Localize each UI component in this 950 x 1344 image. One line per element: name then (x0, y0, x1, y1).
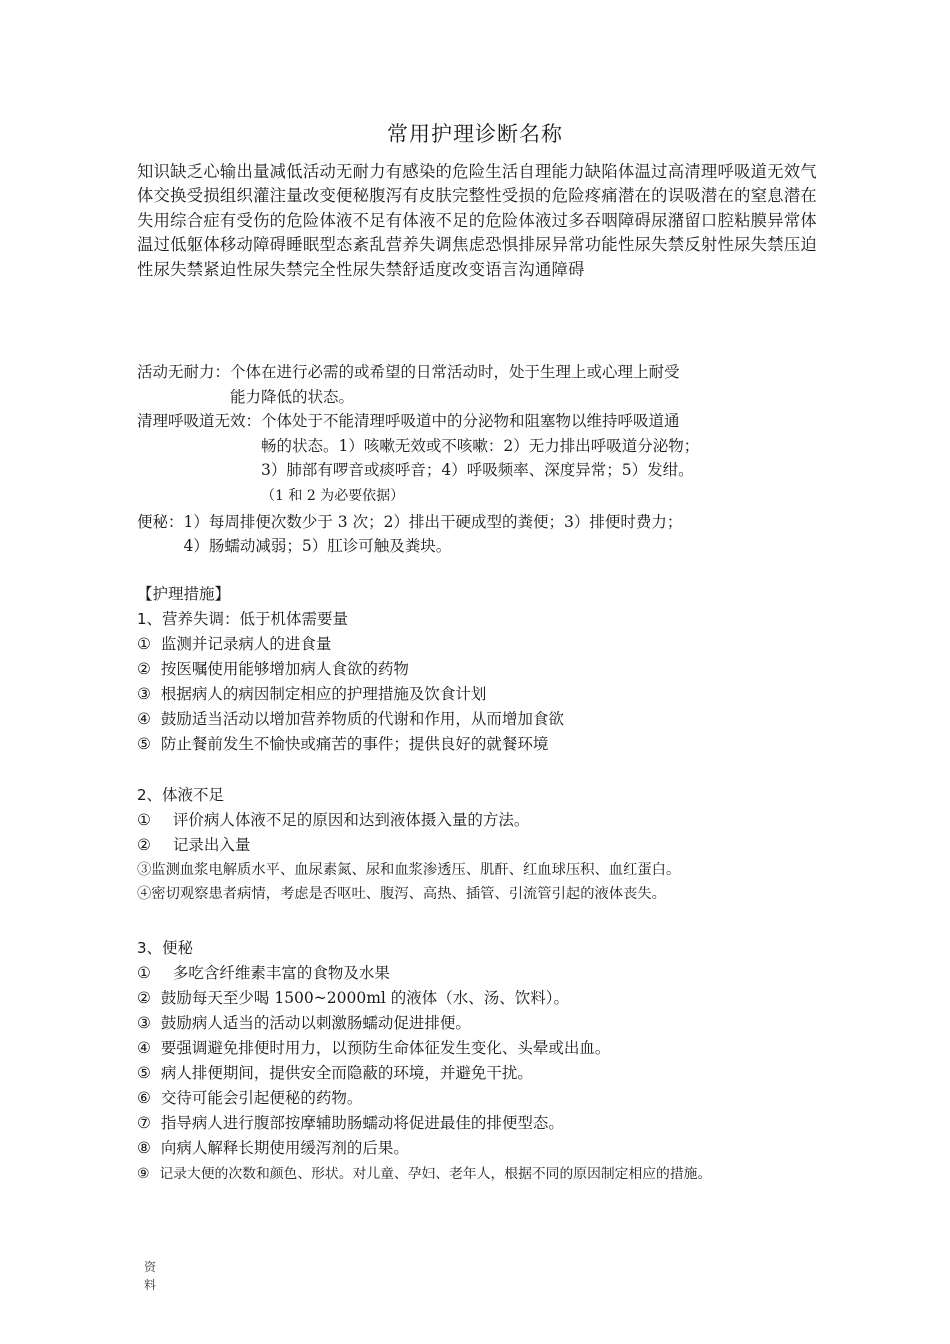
list-item: ④ 鼓励适当活动以增加营养物质的代谢和作用，从而增加食欲 (137, 710, 564, 728)
diagnosis-name-list: 知识缺乏心输出量减低活动无耐力有感染的危险生活自理能力缺陷体温过高清理呼吸道无效气体交换受损组织灌注量改变便秘腹泻有皮肤完整性受损的危险疼痛潜在的误吸潜在的窒息潜在失用综合症有受伤的危险体液不足有体液不足的危险体液过多吞咽障碍尿潴留口腔粘膜异常体温过低躯体移动障碍睡眠型态紊乱营养失调焦虑恐惧排尿异常功能性尿失禁反射性尿失禁压迫性尿失禁紧迫性尿失禁完全性尿失禁舒适度改变语言沟通障碍 (137, 162, 817, 279)
list-item: ⑤ 防止餐前发生不愉快或痛苦的事件；提供良好的就餐环境 (137, 735, 549, 753)
definition-note: （1 和 2 为必要依据） (261, 487, 405, 504)
list-item: ④密切观察患者病情，考虑是否呕吐、腹泻、高热、插管、引流管引起的液体丧失。 (137, 886, 666, 902)
list-item: ① 评价病人体液不足的原因和达到液体摄入量的方法。 (137, 811, 530, 829)
definition-line: 个体处于不能清理呼吸道中的分泌物和阻塞物以维持呼吸道通 (261, 412, 680, 430)
definition-line: 能力降低的状态。 (230, 387, 355, 406)
definition-line: 1）每周排便次数少于 3 次；2）排出干硬成型的粪便；3）排便时费力； (183, 512, 683, 531)
definition-line: 4）肠蠕动减弱；5）肛诊可触及粪块。 (183, 537, 452, 555)
list-item: ② 按医嘱使用能够增加病人食欲的药物 (137, 660, 409, 678)
list-item: ② 鼓励每天至少喝 1500~2000ml 的液体（水、汤、饮料）。 (137, 989, 570, 1007)
list-item: ③ 根据病人的病因制定相应的护理措施及饮食计划 (137, 685, 487, 703)
nursing-measures-section-1 (137, 582, 827, 757)
list-item: ② 记录出入量 (137, 836, 251, 854)
list-item: ① 监测并记录病人的进食量 (137, 635, 332, 653)
section-heading: 1、营养失调：低于机体需要量 (137, 610, 349, 628)
definition-ineffective-airway-clearance (137, 409, 817, 510)
list-item: ⑥ 交待可能会引起便秘的药物。 (137, 1089, 363, 1107)
definition-line: 畅的状态。1）咳嗽无效或不咳嗽：2）无力排出呼吸道分泌物； (261, 436, 700, 455)
definition-constipation (137, 510, 817, 559)
list-item: ⑨ 记录大便的次数和颜色、形状。对儿童、孕妇、老年人，根据不同的原因制定相应的措施。 (137, 1166, 712, 1182)
measures-header: 【护理措施】 (137, 585, 231, 603)
section-heading: 2、体液不足 (137, 786, 225, 804)
definition-term: 便秘： (137, 512, 184, 531)
document-title: 常用护理诊断名称 (387, 122, 563, 146)
list-item: ⑤ 病人排便期间，提供安全而隐蔽的环境，并避免干扰。 (137, 1064, 533, 1082)
nursing-measures-section-3 (137, 936, 827, 1183)
nursing-measures-section-2 (137, 783, 827, 906)
definition-activity-intolerance (137, 360, 817, 409)
list-item: ⑧ 向病人解释长期使用缓泻剂的后果。 (137, 1139, 409, 1157)
definition-term: 活动无耐力： (137, 363, 231, 381)
definition-term: 清理呼吸道无效： (137, 412, 262, 430)
definitions-block (137, 360, 817, 559)
list-item: ① 多吃含纤维素丰富的食物及水果 (137, 964, 390, 982)
section-heading: 3、便秘 (137, 939, 194, 957)
list-item: ⑦ 指导病人进行腹部按摩辅助肠蠕动将促进最佳的排便型态。 (137, 1114, 564, 1132)
definition-line: 个体在进行必需的或希望的日常活动时，处于生理上或心理上耐受 (230, 363, 680, 381)
definition-line: 3）肺部有啰音或痰呼音；4）呼吸频率、深度异常；5）发绀。 (261, 461, 694, 479)
list-item: ③监测血浆电解质水平、血尿素氮、尿和血浆渗透压、肌酐、红血球压积、血红蛋白。 (137, 862, 681, 878)
list-item: ④ 要强调避免排便时用力，以预防生命体征发生变化、头晕或出血。 (137, 1039, 611, 1057)
footer-label: 资 料 (144, 1260, 157, 1292)
list-item: ③ 鼓励病人适当的活动以刺激肠蠕动促进排便。 (137, 1014, 471, 1032)
